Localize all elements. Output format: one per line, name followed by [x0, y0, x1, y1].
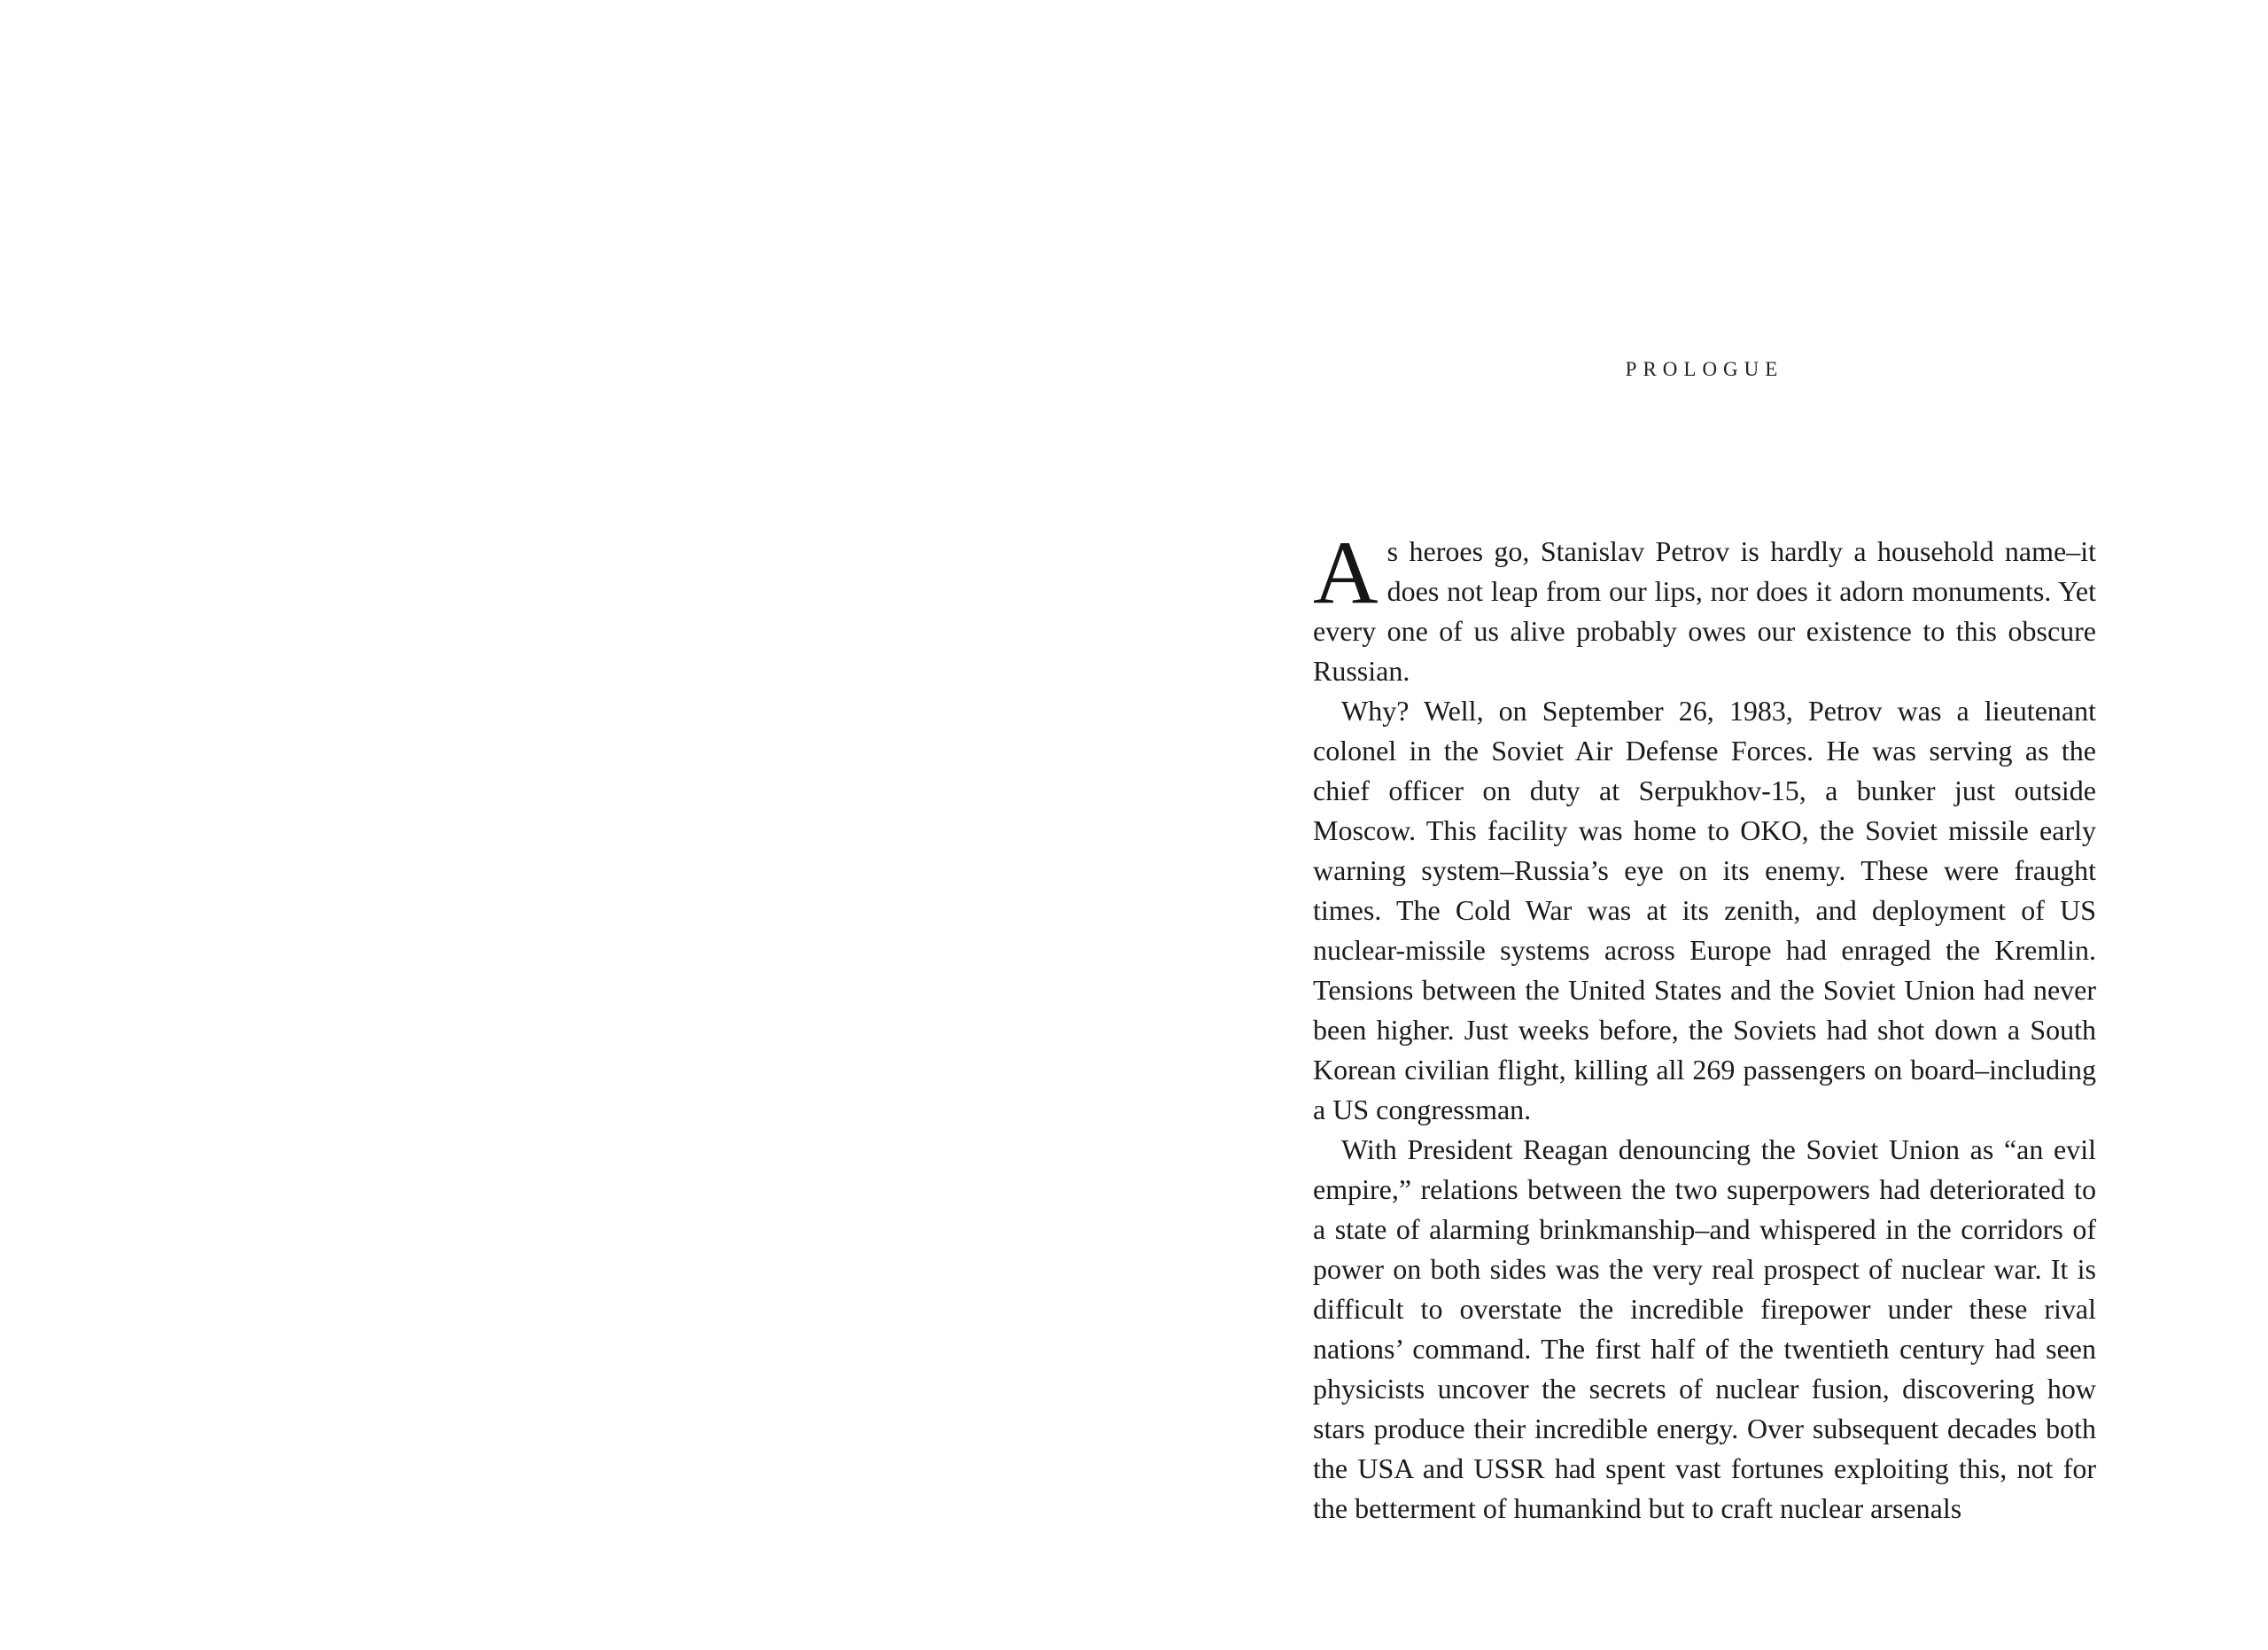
drop-cap: A: [1313, 523, 1379, 623]
paragraph: With President Reagan denouncing the Soviet Union as “an evil empire,” relations between the two superpowers had deteriorated to a state of alarming brinkmanship–and whispered in the corridors of power on both sides was the very real prospect of nuclear war. It is difficult to overstate the incredible firepower under these rival nations’ command. The first half of the twentieth century had seen physicists uncover the secrets of nuclear fusion, discovering how stars produce their incredible energy. Over subsequent decades both the USA and USSR had spent vast fortunes exploiting this, not for the betterment of humankind but to craft nuclear arsenals: [1313, 1133, 2096, 1524]
paragraph: Why? Well, on September 26, 1983, Petrov was a lieutenant colonel in the Soviet Air Defense Forces. He was serving as the chief officer on duty at Serpukhov-15, a bunker just outside Moscow. This facility was home to OKO, the Soviet missile early warning system–Russia’s eye on its enemy. These were fraught times. The Cold War was at its zenith, and deployment of US nuclear-missile systems across Europe had enraged the Kremlin. Tensions between the United States and the Soviet Union had never been higher. Just weeks before, the Soviets had shot down a South Korean civilian flight, killing all 269 passengers on board–including a US congressman.: [1313, 695, 2096, 1125]
paragraph: [1313, 523, 2096, 691]
chapter-heading: PROLOGUE: [1625, 358, 1784, 380]
paragraph-text: s heroes go, Stanislav Petrov is hardly a household name–it does not leap from our lips, nor does it adorn monuments. Yet every one of us alive probably owes our existence to this obscure Russian.: [1313, 535, 2096, 687]
body-text-block: [1313, 523, 2096, 1529]
book-page: [1313, 0, 2096, 1650]
